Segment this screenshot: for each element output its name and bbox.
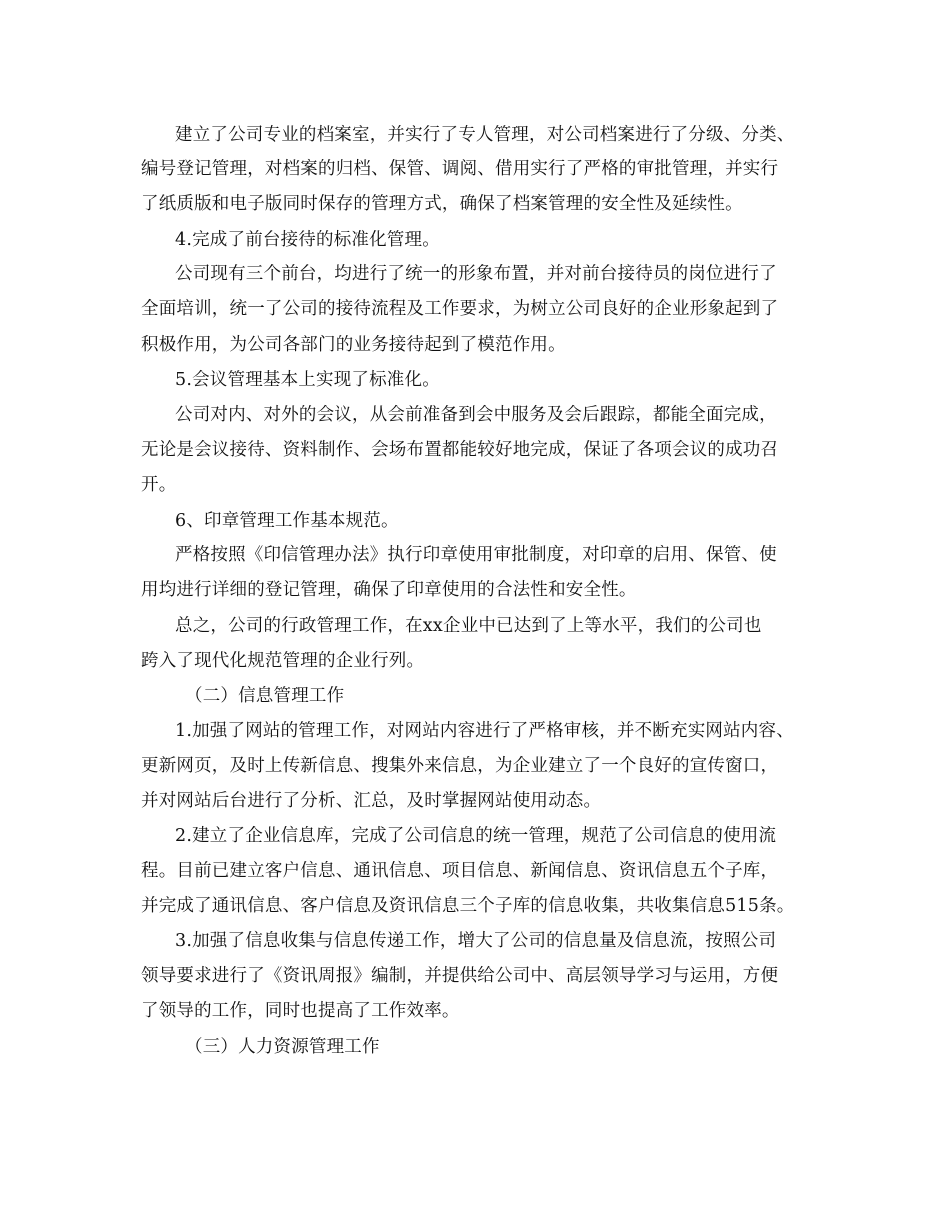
paragraph-line: 严格按照《印信管理办法》执行印章使用审批制度，对印章的启用、保管、使 — [175, 545, 777, 565]
paragraph-line: 2.建立了企业信息库，完成了公司信息的统一管理，规范了公司信息的使用流 — [175, 826, 777, 846]
section-heading: （二）信息管理工作 — [185, 686, 345, 706]
paragraph-line: 了领导的工作，同时也提高了工作效率。 — [141, 1001, 460, 1021]
paragraph-line: 并对网站后台进行了分析、汇总，及时掌握网站使用动态。 — [141, 791, 602, 811]
paragraph-line: 更新网页，及时上传新信息、搜集外来信息，为企业建立了一个良好的宣传窗口， — [141, 756, 779, 776]
paragraph-line: 编号登记管理，对档案的归档、保管、调阅、借用实行了严格的审批管理，并实行 — [141, 159, 779, 179]
paragraph-line: 开。 — [141, 475, 177, 495]
paragraph-line: 公司现有三个前台，均进行了统一的形象布置，并对前台接待员的岗位进行了 — [175, 264, 777, 284]
paragraph-line: 公司对内、对外的会议，从会前准备到会中服务及会后跟踪，都能全面完成， — [175, 405, 777, 425]
paragraph-line: 1.加强了网站的管理工作，对网站内容进行了严格审核，并不断充实网站内容、 — [175, 721, 794, 741]
paragraph-line: 程。目前已建立客户信息、通讯信息、项目信息、新闻信息、资讯信息五个子库， — [141, 861, 779, 881]
list-heading: 6、印章管理工作基本规范。 — [175, 511, 399, 531]
paragraph-line: 全面培训，统一了公司的接待流程及工作要求，为树立公司良好的企业形象起到了 — [141, 299, 779, 319]
paragraph-line: 跨入了现代化规范管理的企业行列。 — [141, 651, 425, 671]
section-heading: （三）人力资源管理工作 — [185, 1037, 380, 1057]
paragraph-line: 领导要求进行了《资讯周报》编制，并提供给公司中、高层领导学习与运用，方便 — [141, 966, 779, 986]
list-heading: 5.会议管理基本上实现了标准化。 — [175, 370, 440, 390]
paragraph-line: 总之，公司的行政管理工作，在xx企业中已达到了上等水平，我们的公司也 — [175, 616, 762, 636]
paragraph-line: 了纸质版和电子版同时保存的管理方式，确保了档案管理的安全性及延续性。 — [141, 194, 743, 214]
paragraph-line: 建立了公司专业的档案室，并实行了专人管理，对公司档案进行了分级、分类、 — [175, 125, 795, 145]
paragraph-line: 3.加强了信息收集与信息传递工作，增大了公司的信息量及信息流，按照公司 — [175, 931, 777, 951]
paragraph-line: 并完成了通讯信息、客户信息及资讯信息三个子库的信息收集，共收集信息515条。 — [141, 896, 795, 916]
list-heading: 4.完成了前台接待的标准化管理。 — [175, 230, 440, 250]
paragraph-line: 无论是会议接待、资料制作、会场布置都能较好地完成，保证了各项会议的成功召 — [141, 440, 779, 460]
paragraph-line: 积极作用，为公司各部门的业务接待起到了模范作用。 — [141, 335, 566, 355]
paragraph-line: 用均进行详细的登记管理，确保了印章使用的合法性和安全性。 — [141, 580, 637, 600]
